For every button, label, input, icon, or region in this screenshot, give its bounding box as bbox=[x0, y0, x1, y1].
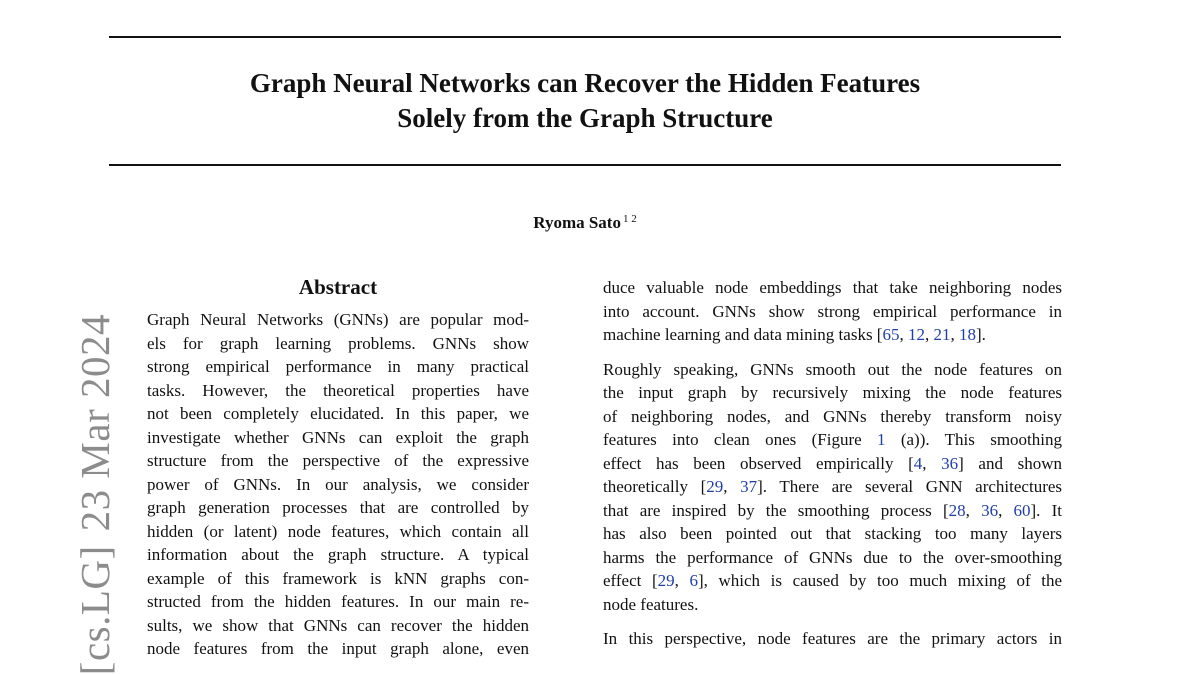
citation-link[interactable]: 36 bbox=[941, 453, 959, 473]
body-column bbox=[603, 276, 1062, 662]
abstract-line: tasks. However, the theoretical properties have bbox=[147, 380, 529, 400]
title-line-2: Solely from the Graph Structure bbox=[397, 103, 773, 133]
abstract-line: graph generation processes that are controlled by bbox=[147, 498, 529, 517]
body-line: has also been pointed out that stacking too many layers bbox=[603, 524, 1062, 543]
citation-link[interactable]: 12 bbox=[907, 325, 925, 344]
abstract-line: structed from the hidden features. In our main re- bbox=[147, 592, 529, 611]
abstract-heading: Abstract bbox=[298, 275, 378, 299]
title-top-rule bbox=[109, 36, 1061, 38]
author-name: Ryoma Sato bbox=[533, 213, 621, 232]
abstract-line: strong empirical performance in many practical bbox=[147, 357, 529, 376]
intro-paragraph-1 bbox=[603, 276, 1062, 347]
body-line: theoretically [29, 37]. There are several GNN architectures bbox=[603, 477, 1063, 496]
body-line: the input graph by recursively mixing the node features bbox=[603, 383, 1062, 402]
arxiv-stamp bbox=[73, 300, 117, 675]
body-line: that are inspired by the smoothing process [28, 36, 60]. It bbox=[603, 500, 1063, 520]
arxiv-category: [cs.LG] bbox=[72, 545, 118, 675]
body-line: effect has been observed empirically [4, 36] and shown bbox=[603, 453, 1062, 473]
abstract-line: investigate whether GNNs can exploit the graph bbox=[147, 427, 529, 447]
body-line: machine learning and data mining tasks [65, 12, 21, 18]. bbox=[603, 325, 986, 344]
body-line: into account. GNNs show strong empirical performance in bbox=[603, 301, 1062, 321]
body-line: effect [29, 6], which is caused by too much mixing of the bbox=[603, 571, 1063, 590]
body-line: node features. bbox=[603, 594, 699, 614]
body-line: duce valuable node embeddings that take neighboring nodes bbox=[603, 278, 1062, 297]
citation-link[interactable]: 21 bbox=[933, 325, 951, 344]
abstract-line: sults, we show that GNNs can recover the hidden bbox=[147, 615, 529, 635]
citation-link[interactable]: 28 bbox=[948, 500, 966, 520]
body-line: In this perspective, node features are the primary actors in bbox=[603, 629, 1062, 648]
abstract-line: information about the graph structure. A typical bbox=[147, 545, 529, 564]
abstract-body bbox=[147, 308, 529, 661]
intro-paragraph-3 bbox=[603, 627, 1062, 651]
abstract-line: node features from the input graph alone, even bbox=[147, 639, 529, 658]
citation-link[interactable]: 18 bbox=[958, 325, 976, 344]
abstract-column bbox=[147, 272, 529, 661]
citation-link[interactable]: 4 bbox=[913, 453, 923, 473]
abstract-line: Graph Neural Networks (GNNs) are popular mod- bbox=[147, 310, 529, 329]
arxiv-date: 23 Mar 2024 bbox=[72, 314, 118, 532]
citation-link[interactable]: 29 bbox=[657, 571, 675, 590]
author-affiliations: 1 2 bbox=[622, 213, 637, 225]
paper-title bbox=[109, 66, 1061, 136]
abstract-line: not been completely elucidated. In this paper, we bbox=[147, 404, 529, 423]
citation-link[interactable]: 29 bbox=[706, 477, 724, 496]
title-bottom-rule bbox=[109, 164, 1061, 166]
intro-paragraph-2 bbox=[603, 358, 1062, 617]
citation-link[interactable]: 36 bbox=[981, 500, 999, 520]
citation-link[interactable]: 65 bbox=[882, 325, 900, 344]
citation-link[interactable]: 6 bbox=[689, 571, 698, 590]
abstract-line: power of GNNs. In our analysis, we consider bbox=[147, 474, 529, 494]
abstract-line: structure from the perspective of the expressive bbox=[147, 451, 529, 470]
body-line: of neighboring nodes, and GNNs thereby transform noisy bbox=[603, 406, 1062, 426]
body-line: harms the performance of GNNs due to the over-smoothing bbox=[603, 547, 1062, 567]
body-line: features into clean ones (Figure 1 (a)). This smoothing bbox=[603, 430, 1062, 449]
arxiv-sidebar bbox=[0, 0, 118, 675]
abstract-line: els for graph learning problems. GNNs show bbox=[147, 333, 529, 353]
citation-link[interactable]: 37 bbox=[740, 477, 758, 496]
citation-link[interactable]: 60 bbox=[1013, 500, 1031, 520]
author-block bbox=[109, 207, 1061, 235]
abstract-line: example of this framework is kNN graphs con- bbox=[147, 568, 529, 588]
body-line: Roughly speaking, GNNs smooth out the node features on bbox=[603, 359, 1062, 379]
abstract-line: hidden (or latent) node features, which contain all bbox=[147, 521, 529, 541]
figure-reference-link[interactable]: 1 bbox=[877, 430, 886, 449]
title-line-1: Graph Neural Networks can Recover the Hidden Features bbox=[249, 68, 921, 98]
